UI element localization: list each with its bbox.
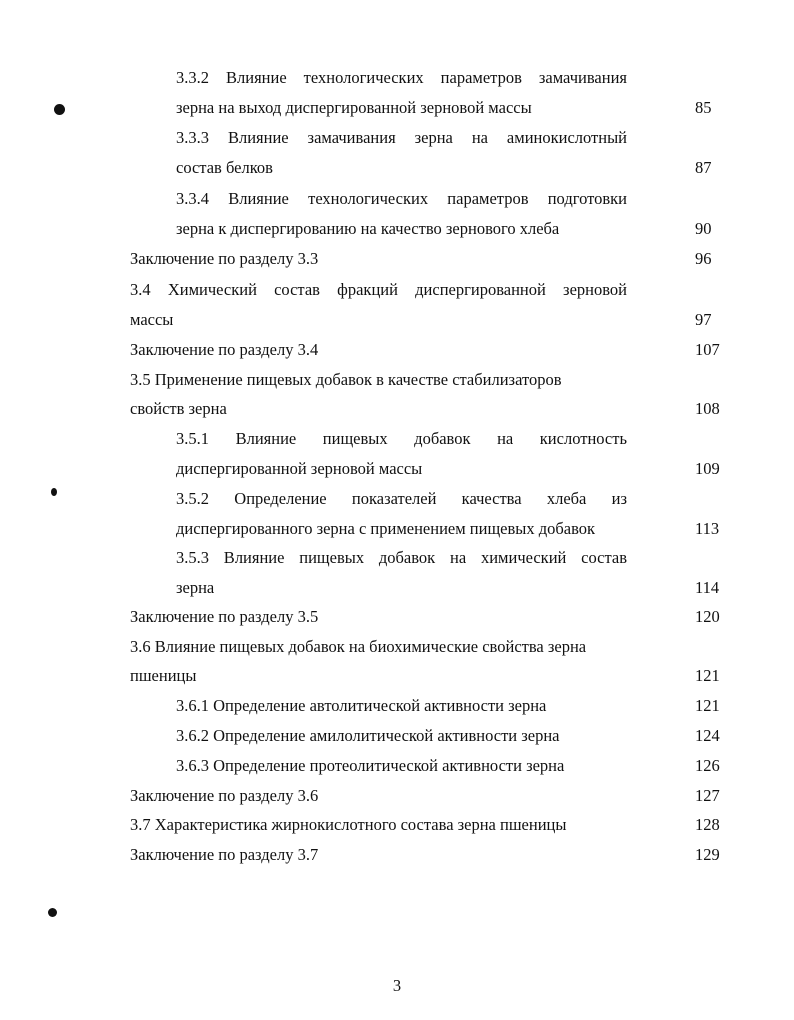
toc-page-number: 121	[695, 696, 720, 715]
toc-entry-line: 3.3.3 Влияние замачивания зерна на аминокислотный	[176, 128, 627, 147]
toc-entry-line: 3.7 Характеристика жирнокислотного состава зерна пшеницы	[130, 815, 567, 834]
toc-entry-line: диспергированного зерна с применением пищевых добавок	[176, 519, 596, 538]
toc-entry-line: зерна	[176, 578, 215, 597]
toc-entry-line: 3.5.3 Влияние пищевых добавок на химический состав	[176, 548, 627, 567]
toc-entry-line: 3.6.1 Определение автолитической активности зерна	[176, 696, 547, 715]
toc-entry-line: пшеницы	[130, 666, 197, 685]
toc-page-number: 124	[695, 726, 720, 745]
toc-page-number: 97	[695, 310, 712, 329]
toc-page-number: 85	[695, 98, 712, 117]
toc-entry-line: зерна к диспергированию на качество зернового хлеба	[176, 219, 560, 238]
toc-entry-line: 3.5.1 Влияние пищевых добавок на кислотность	[176, 429, 627, 448]
toc-page-number: 127	[695, 786, 720, 805]
toc-page-number: 96	[695, 249, 712, 268]
page-number: 3	[392, 976, 402, 995]
toc-entry-line: Заключение по разделу 3.4	[130, 340, 319, 359]
toc-page-number: 108	[695, 399, 720, 418]
toc-page-number: 107	[695, 340, 720, 359]
toc-page-number: 129	[695, 845, 720, 864]
toc-entry-line: Заключение по разделу 3.7	[130, 845, 319, 864]
toc-page-number: 109	[695, 459, 720, 478]
toc-entry-line: массы	[130, 310, 174, 329]
toc-entry-line: 3.5 Применение пищевых добавок в качестве стабилизаторов	[130, 370, 562, 389]
toc-page-number: 114	[695, 578, 720, 597]
toc-entry-line: диспергированной зерновой массы	[176, 459, 423, 478]
scan-speck	[48, 908, 57, 917]
toc-entry-line: 3.4 Химический состав фракций диспергированной зерновой	[130, 280, 627, 299]
toc-entry-line: Заключение по разделу 3.3	[130, 249, 319, 268]
toc-page-number: 87	[695, 158, 712, 177]
toc-page-number: 90	[695, 219, 712, 238]
toc-entry-line: 3.3.4 Влияние технологических параметров подготовки	[176, 189, 627, 208]
toc-entry-line: Заключение по разделу 3.5	[130, 607, 319, 626]
toc-entry-line: свойств зерна	[130, 399, 227, 418]
scan-speck	[54, 104, 65, 115]
toc-entry-line: Заключение по разделу 3.6	[130, 786, 319, 805]
toc-entry-line: 3.6.3 Определение протеолитической активности зерна	[176, 756, 565, 775]
toc-page-number: 128	[695, 815, 720, 834]
toc-entry-line: 3.5.2 Определение показателей качества хлеба из	[176, 489, 627, 508]
toc-page-number: 113	[695, 519, 720, 538]
toc-page-number: 120	[695, 607, 720, 626]
scan-speck	[51, 488, 57, 496]
toc-entry-line: 3.6 Влияние пищевых добавок на биохимические свойства зерна	[130, 637, 587, 656]
toc-page-number: 126	[695, 756, 720, 775]
toc-entry-line: 3.6.2 Определение амилолитической активности зерна	[176, 726, 560, 745]
toc-entry-line: 3.3.2 Влияние технологических параметров замачивания	[176, 68, 627, 87]
toc-entry-line: зерна на выход диспергированной зерновой массы	[176, 98, 532, 117]
toc-page-number: 121	[695, 666, 720, 685]
toc-entry-line: состав белков	[176, 158, 273, 177]
